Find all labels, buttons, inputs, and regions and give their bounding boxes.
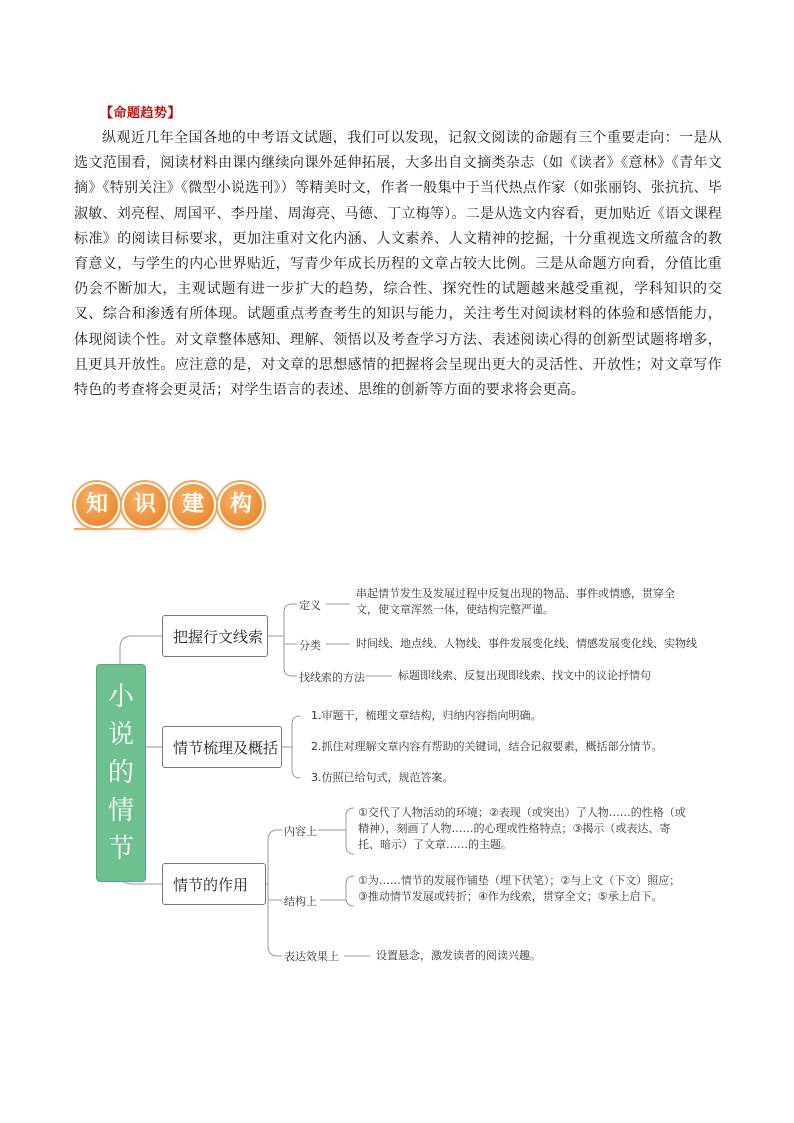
connector-structure-bracket: [346, 876, 354, 906]
root-char-3: 的: [107, 758, 134, 788]
function-content-label: 内容上: [284, 825, 317, 838]
banner-char-2: 识: [122, 482, 168, 528]
function-content-text: ①交代了人物活动的环境；②表现（或突出）了人物……的性格（或精神），刻画了人物……的心理或性格特点；③揭示（或表达、寄托、暗示）了文章……的主题。: [358, 806, 686, 851]
banner-char-4: 构: [218, 482, 264, 528]
clue-definition-text: 串起情节发生及发展过程中反复出现的物品、事件或情感，贯穿全文，使文章浑然一体，使结构完整严谨。: [356, 587, 675, 616]
root-char-1: 小: [107, 682, 134, 712]
banner-char-1: 知: [74, 482, 120, 528]
connector-b1-def: [268, 604, 297, 636]
connector-b3-content: [268, 830, 282, 884]
root-char-5: 节: [107, 834, 134, 864]
branch-clue: 把握行文线索: [162, 615, 268, 657]
mindmap-root: [96, 664, 146, 882]
plot-summary-item-3: 3.仿照已给句式，规范答案。: [311, 771, 454, 784]
clue-category-text: 时间线、地点线、人物线、事件发展变化线、情感发展变化线、实物线: [356, 637, 697, 650]
clue-definition-label: 定义: [299, 599, 321, 612]
branch-plot-summary: 情节梳理及概括: [162, 726, 282, 768]
plot-summary-item-2: 2.抓住对理解文章内容有帮助的关键词，结合记叙要素，概括部分情节。: [311, 740, 663, 753]
connector-b3-effect: [268, 884, 282, 956]
banner-char-3: 建: [170, 482, 216, 528]
root-char-4: 情: [107, 796, 134, 826]
clue-category-label: 分类: [299, 639, 321, 652]
function-effect-text: 设置悬念，激发读者的阅读兴趣。: [376, 949, 541, 962]
body-paragraph: 纵观近几年全国各地的中考语文试题，我们可以发现，记叙文阅读的命题有三个重要走向：一是从选文范围看，阅读材料由课内继续向课外延伸拓展，大多出自文摘类杂志（如《读者》《意林》《青年文摘》《特别关注》《微型小说选刊》）等精美时文，作者一般集中于当代热点作家（如张丽钧、张抗抗、毕淑敏、刘亮程、周国平、李丹崖、周海亮、马德、丁立梅等）。二是从选文内容看，更加贴近《语文课程标准》的阅读目标要求，更加注重对文化内涵、人文素养、人文精神的挖掘，十分重视选文所蕴含的教育意义，与学生的内心世界贴近，写青少年成长历程的文章占较大比例。三是从命题方向看，分值比重仍会不断加大，主观试题有进一步扩大的趋势，综合性、探究性的试题越来越受重视，学科知识的交叉、综合和渗透有所体现。试题重点考查考生的知识与能力，关注考生对阅读材料的体验和感悟能力，体现阅读个性。对文章整体感知、理解、领悟以及考查学习方法、表述阅读心得的创新型试题将增多，且更具开放性。应注意的是，对文章的思想感情的把握将会呈现出更大的灵活性、开放性；对文章写作特色的考查将会更灵活；对学生语言的表述、思维的创新等方面的要求将会更高。: [74, 130, 722, 399]
function-structure-text: ①为……情节的发展作铺垫（埋下伏笔）；②与上文（下文）照应；③推动情节发展或转折；④作为线索，贯穿全文；⑤承上启下。: [358, 874, 681, 903]
plot-summary-item-1: 1.审题干，梳理文章结构，归纳内容指向明确。: [311, 709, 542, 722]
clue-method-label: 找线索的方法: [299, 671, 365, 684]
root-char-2: 说: [107, 720, 134, 750]
connector-content-bracket: [346, 808, 354, 854]
function-structure-label: 结构上: [284, 895, 317, 908]
branch-plot-function: 情节的作用: [162, 863, 266, 905]
clue-method-text: 标题即线索、反复出现即线索、找文中的议论抒情句: [398, 669, 651, 682]
section-heading: 【命题趋势】: [100, 106, 182, 121]
connector-root-branch1: [120, 636, 162, 664]
connector-b2-bracket: [292, 716, 300, 778]
function-effect-label: 表达效果上: [284, 950, 339, 963]
connector-b1-method: [284, 636, 297, 676]
